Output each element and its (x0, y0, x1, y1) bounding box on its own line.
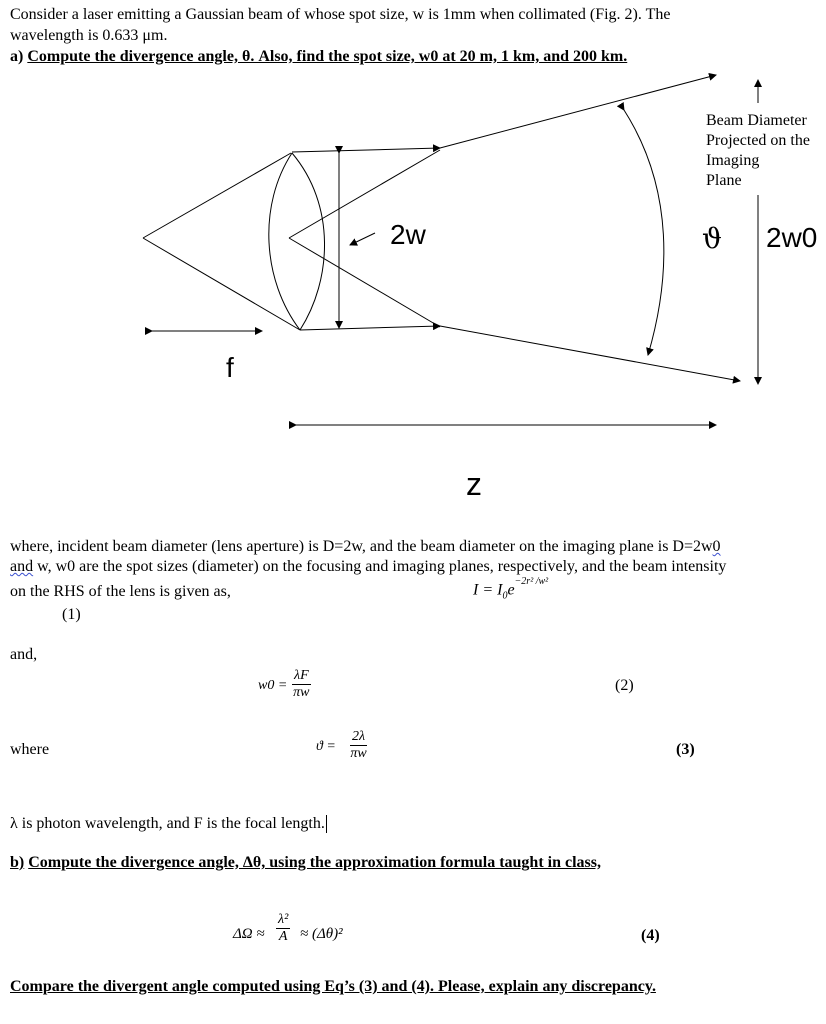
equation-1 (473, 576, 549, 602)
eq2-fraction (292, 668, 311, 701)
part-b-label: b) (10, 854, 25, 871)
part-b-text: Compute the divergence angle, Δθ, using the approximation formula taught in class, (28, 854, 601, 871)
label-2w: 2w (390, 219, 426, 250)
eq1-base: e (507, 581, 515, 599)
and-label: and, (10, 646, 38, 663)
beam-bottom-left (300, 326, 440, 330)
lambda-line (10, 814, 327, 834)
where-line-2 (10, 557, 726, 577)
eq2-tag: (2) (615, 677, 634, 694)
projected-label-1: Beam Diameter (706, 112, 807, 129)
divergence-arc (624, 110, 664, 355)
compare-question: Compare the divergent angle computed using Eq’s (3) and (4). Please, explain any discrepancy. (10, 978, 656, 995)
and-squiggle: and (10, 558, 34, 575)
beam-bottom-right (440, 326, 740, 381)
eq2-denominator: πw (293, 685, 310, 700)
projected-label-4: Plane (706, 172, 742, 189)
eq3-denominator: πw (350, 746, 367, 761)
eq3-numerator: 2λ (352, 729, 366, 744)
eq2-numerator: λF (294, 668, 309, 683)
eq4-denominator: A (278, 929, 288, 944)
label-z: z (466, 466, 482, 502)
eq1-lhs: I = I (473, 581, 503, 599)
where-line-2-text: w, w0 are the spot sizes (diameter) on the focusing and imaging planes, respectively, and the beam intensity (33, 558, 727, 575)
eq4-fraction (276, 912, 290, 945)
lambda-text: λ is photon wavelength, and F is the focal length. (10, 815, 325, 832)
label-2w0: 2w0 (766, 222, 818, 253)
label-f: f (226, 352, 234, 383)
part-b-question (10, 853, 601, 873)
where-line-1-tail: 0 (712, 538, 721, 555)
beam-top-right (440, 75, 716, 148)
where-line-1 (10, 537, 721, 557)
eq3-fraction (350, 729, 367, 762)
where-line-3: on the RHS of the lens is given as, (10, 583, 231, 600)
where-label: where (10, 741, 50, 758)
eq1-exponent: −2r² /w² (514, 576, 549, 587)
projected-label-2: Projected on the (706, 132, 810, 149)
lens-outline-right (292, 153, 325, 330)
focus-ray-lower (289, 238, 440, 327)
eq3-lhs: ϑ = (316, 739, 336, 754)
eq1-subscript: 0 (502, 590, 508, 602)
eq3-tag: (3) (676, 741, 695, 758)
eq4-rhs: ≈ (Δθ)² (300, 926, 343, 942)
pointer-2w (350, 233, 375, 245)
eq4-numerator: λ² (278, 912, 289, 927)
part-a-label: a) (10, 48, 24, 65)
part-a-text: Compute the divergence angle, θ. Also, find the spot size, w0 at 20 m, 1 km, and 200 km. (27, 48, 628, 65)
where-line-1-text: where, incident beam diameter (lens aperture) is D=2w, and the beam diameter on the imaging plane is D=2w (10, 538, 713, 555)
intro-line-2: wavelength is 0.633 μm. (10, 27, 168, 44)
label-theta: ϑ (702, 222, 723, 255)
intro-line-1: Consider a laser emitting a Gaussian beam of whose spot size, w is 1mm when collimated (Fig. 2). The (10, 6, 671, 23)
beam-top-left (292, 148, 440, 152)
eq1-number: (1) (62, 606, 81, 623)
eq4-lhs: ΔΩ ≈ (233, 926, 265, 942)
eq4-tag: (4) (641, 927, 660, 944)
text-cursor (326, 815, 327, 833)
projected-label-3: Imaging (706, 152, 760, 169)
eq2-lhs: w0 = (258, 678, 288, 693)
